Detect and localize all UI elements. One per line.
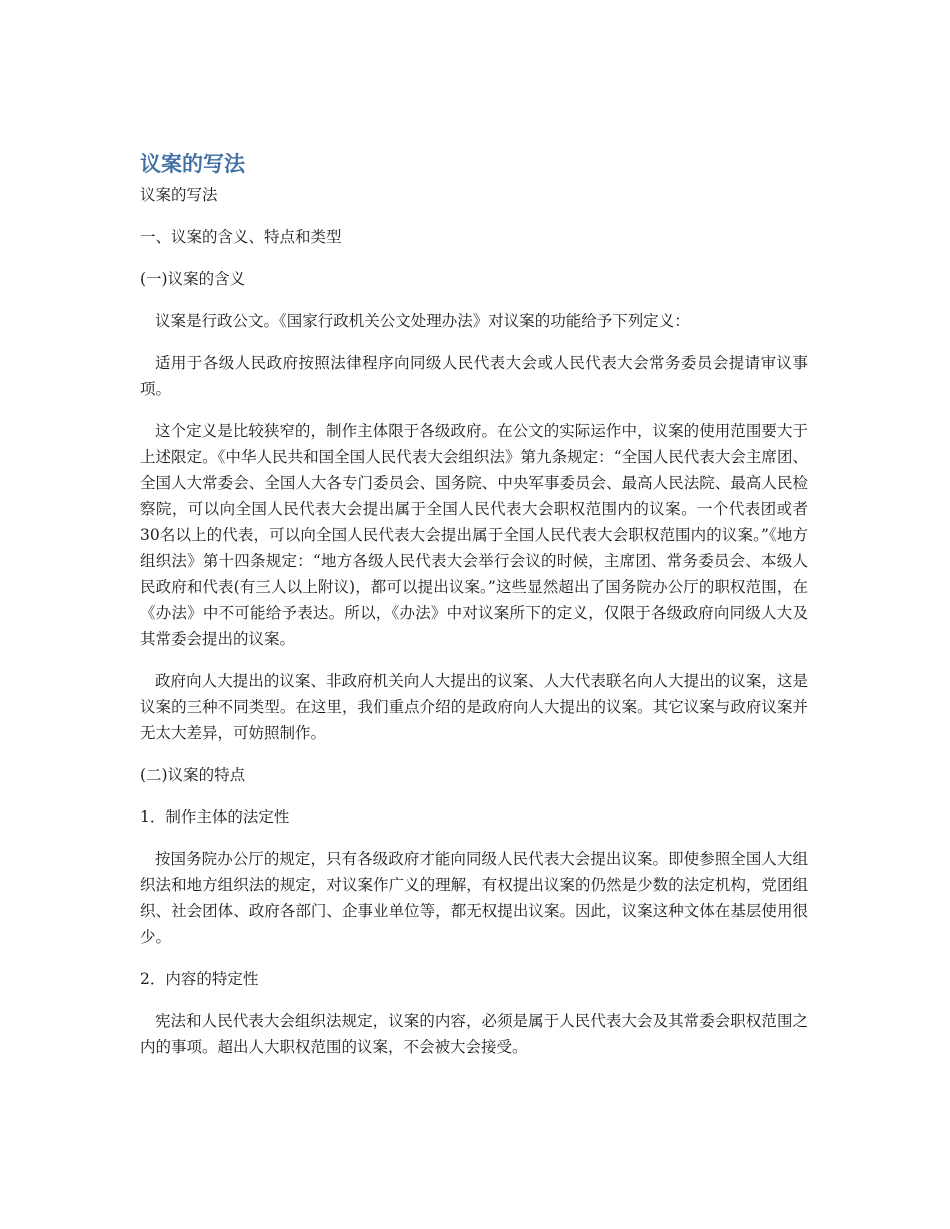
document-title: 议案的写法 (140, 152, 245, 176)
section-heading: 一、议案的含义、特点和类型 (140, 228, 342, 246)
body-paragraph: 按国务院办公厅的规定，只有各级政府才能向同级人民代表大会提出议案。即使参照全国人大组织法和地方组织法的规定，对议案作广义的理解，有权提出议案的仍然是少数的法定机构，党团组织、社会团体、政府各部门、企事业单位等，都无权提出议案。因此，议案这种文体在基层使用很少。 (140, 850, 808, 946)
body-paragraph: 适用于各级人民政府按照法律程序向同级人民代表大会或人民代表大会常务委员会提请审议事项。 (140, 354, 808, 398)
body-paragraph: 议案是行政公文。《国家行政机关公文处理办法》对议案的功能给予下列定义： (155, 312, 690, 330)
document-page (140, 150, 808, 1076)
subtitle-paragraph: 议案的写法 (140, 186, 218, 204)
numbered-heading: 2．内容的特定性 (140, 970, 259, 988)
subsection-heading: (二)议案的特点 (140, 766, 246, 784)
numbered-heading: 1．制作主体的法定性 (140, 808, 290, 826)
body-paragraph: 政府向人大提出的议案、非政府机关向人大提出的议案、人大代表联名向人大提出的议案，这是议案的三种不同类型。在这里，我们重点介绍的是政府向人大提出的议案。其它议案与政府议案并无太大差异，可妨照制作。 (140, 672, 808, 742)
subsection-heading: (一)议案的含义 (140, 270, 246, 288)
body-paragraph: 宪法和人民代表大会组织法规定，议案的内容，必须是属于人民代表大会及其常委会职权范围之内的事项。超出人大职权范围的议案，不会被大会接受。 (140, 1012, 808, 1056)
body-paragraph: 这个定义是比较狭窄的，制作主体限于各级政府。在公文的实际运作中，议案的使用范围要大于上述限定。《中华人民共和国全国人民代表大会组织法》第九条规定：“全国人民代表大会主席团、全国人大常委会、全国人大各专门委员会、国务院、中央军事委员会、最高人民法院、最高人民检察院，可以向全国人民代表大会提出属于全国人民代表大会职权范围内的议案。一个代表团或者30名以上的代表，可以向全国人民代表大会提出属于全国人民代表大会职权范围内的议案。”《地方组织法》第十四条规定：“地方各级人民代表大会举行会议的时候，主席团、常务委员会、本级人民政府和代表(有三人以上附议)，都可以提出议案。”这些显然超出了国务院办公厅的职权范围，在《办法》中不可能给予表达。所以，《办法》中对议案所下的定义，仅限于各级政府向同级人大及其常委会提出的议案。 (140, 422, 808, 648)
